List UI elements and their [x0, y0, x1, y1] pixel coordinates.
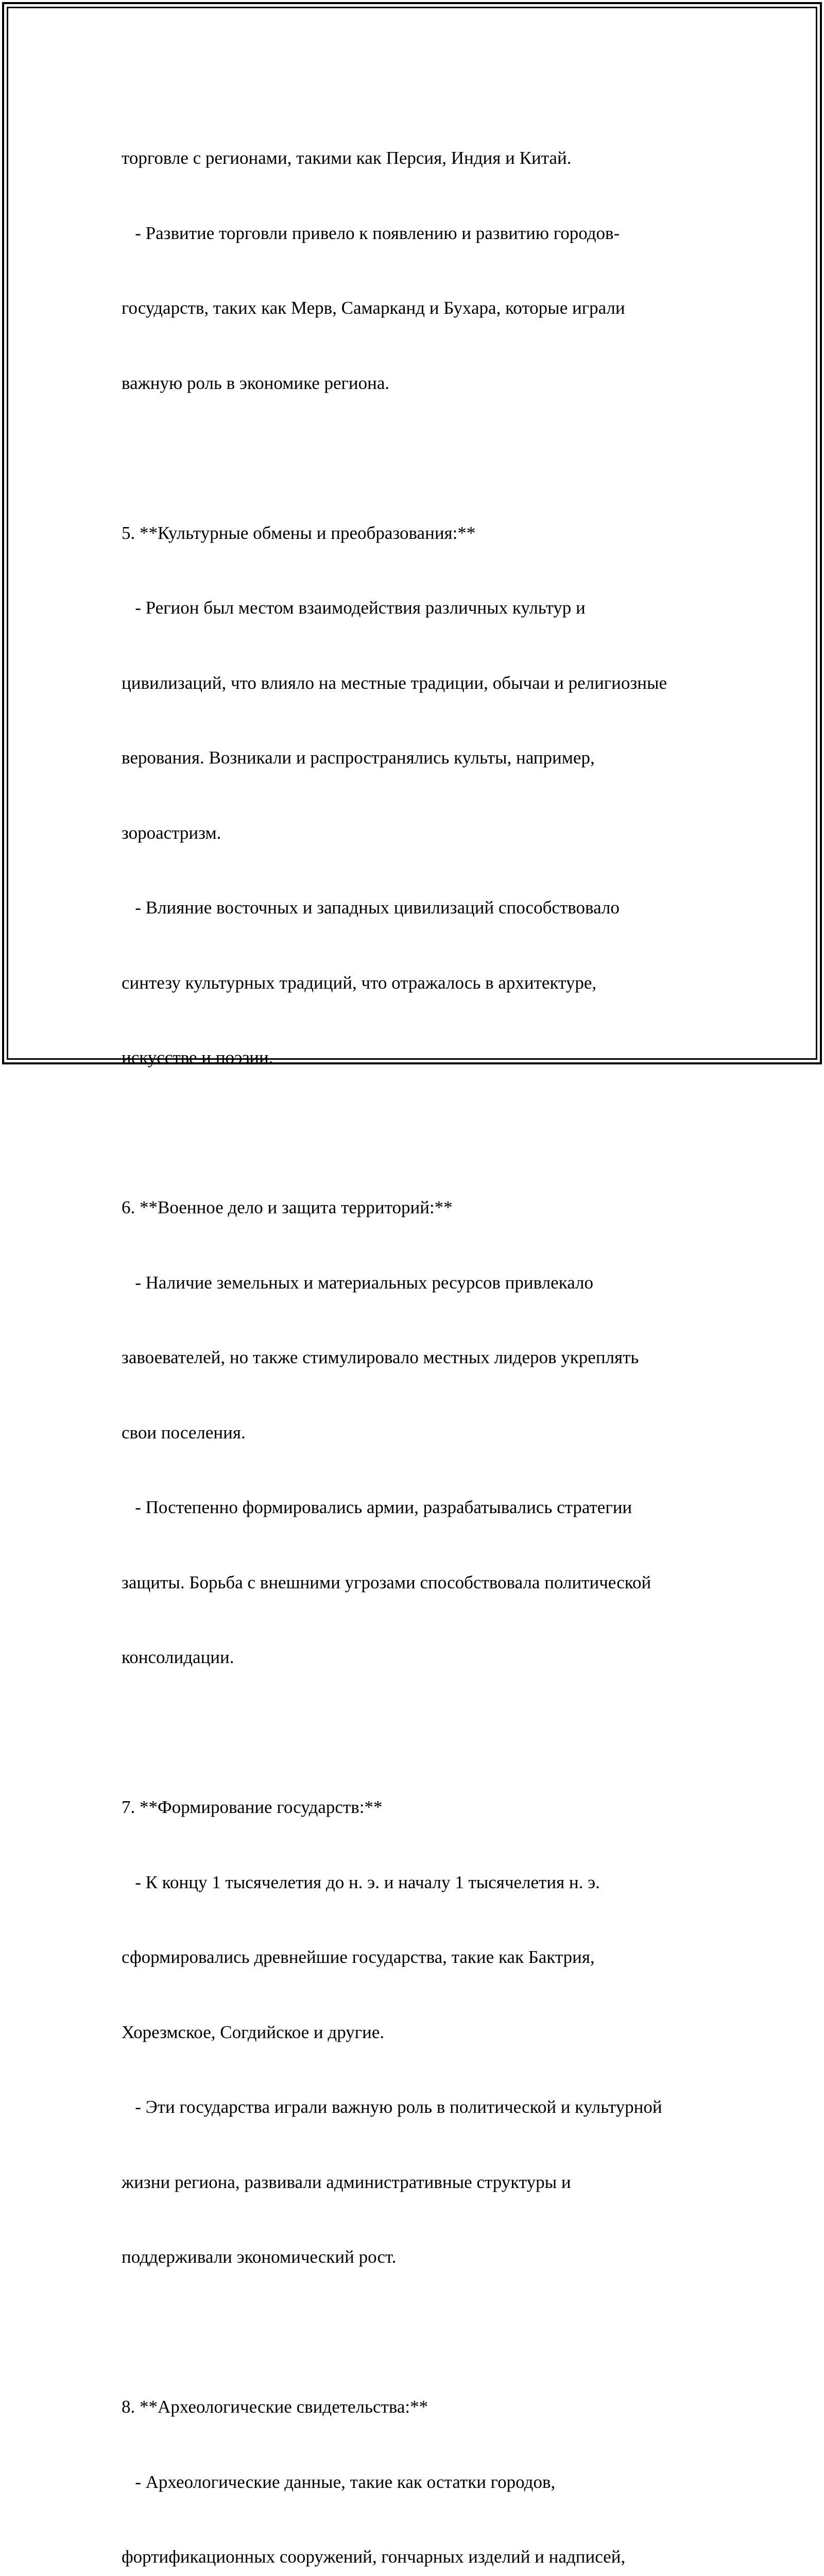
text-line: синтезу культурных традиций, что отражалось в архитектуре,: [122, 972, 597, 993]
text-line: поддерживали экономический рост.: [122, 2247, 397, 2267]
section-heading-7: 7. **Формирование государств:**: [122, 1797, 383, 1817]
text-line: - Эти государства играли важную роль в политической и культурной: [122, 2097, 662, 2117]
text-line: зороастризм.: [122, 822, 221, 843]
text-line: торговле с регионами, такими как Персия, Индия и Китай.: [122, 148, 572, 168]
text-line: - Археологические данные, такие как остатки городов,: [122, 2471, 556, 2492]
text-line: - Развитие торговли привело к появлению и развитию городов-: [122, 223, 620, 243]
text-line: жизни региона, развивали административные структуры и: [122, 2172, 571, 2192]
blank-line: [122, 1121, 729, 1146]
text-line: защиты. Борьба с внешними угрозами способствовала политической: [122, 1572, 651, 1592]
text-line: фортификационных сооружений, гончарных изделий и надписей,: [122, 2547, 626, 2567]
text-line: сформировались древнейшие государства, такие как Бактрия,: [122, 1947, 595, 1967]
text-line: верования. Возникали и распространялись культы, например,: [122, 748, 595, 768]
text-line: завоевателей, но также стимулировало местных лидеров укреплять: [122, 1347, 639, 1367]
section-heading-8: 8. **Археологические свидетельства:**: [122, 2397, 428, 2417]
section-heading-6: 6. **Военное дело и защита территорий:**: [122, 1197, 453, 1217]
text-line: важную роль в экономике региона.: [122, 372, 390, 393]
text-line: - Наличие земельных и материальных ресурсов привлекало: [122, 1272, 593, 1293]
text-line: искусстве и поэзии.: [122, 1047, 273, 1067]
text-line: свои поселения.: [122, 1422, 246, 1443]
text-line: - К концу 1 тысячелетия до н. э. и началу 1 тысячелетия н. э.: [122, 1872, 600, 1892]
text-line: консолидации.: [122, 1647, 234, 1667]
section-heading-5: 5. **Культурные обмены и преобразования:**: [122, 522, 476, 543]
blank-line: [122, 1720, 729, 1745]
text-line: - Постепенно формировались армии, разрабатывались стратегии: [122, 1497, 632, 1517]
text-line: Хорезмское, Согдийское и другие.: [122, 2022, 385, 2042]
document-body: [122, 96, 729, 2576]
text-line: - Влияние восточных и западных цивилизаций способствовало: [122, 897, 620, 918]
blank-line: [122, 446, 729, 471]
text-line: государств, таких как Мерв, Самарканд и Бухара, которые играли: [122, 298, 625, 318]
text-line: - Регион был местом взаимодействия различных культур и: [122, 598, 586, 618]
text-line: цивилизаций, что влияло на местные традиции, обычаи и религиозные: [122, 672, 667, 693]
blank-line: [122, 2320, 729, 2345]
